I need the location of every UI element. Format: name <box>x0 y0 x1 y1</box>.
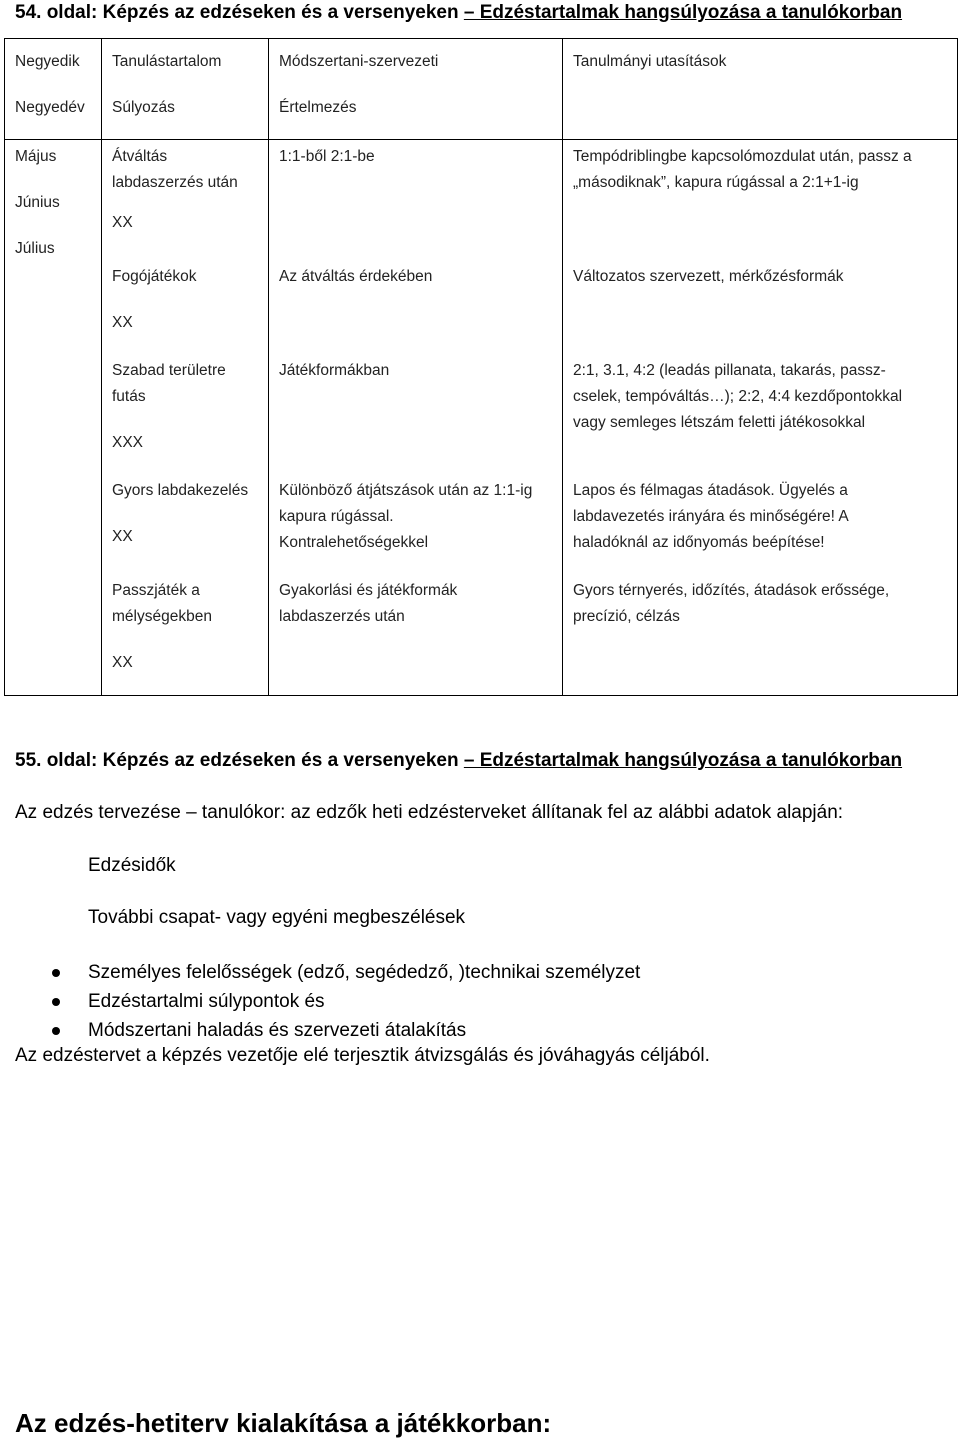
method-text: labdaszerzés után <box>279 608 405 625</box>
table-body-row <box>5 140 958 696</box>
method-text: Különböző átjátszások után az 1:1-ig <box>279 482 533 499</box>
instructions-block <box>573 144 947 264</box>
header-cell-method <box>269 39 563 140</box>
plain-item: További csapat- vagy egyéni megbeszélések <box>88 907 466 928</box>
instructions-text: Lapos és félmagas átadások. Ügyelés a <box>573 482 848 499</box>
month-label: Május <box>15 148 57 165</box>
instructions-text: cselek, tempóváltás…); 2:2, 4:4 kezdőpontokkal <box>573 388 903 405</box>
heading-lead: 54. oldal: Képzés az edzéseken és a versenyeken <box>15 2 464 23</box>
section-heading-54 <box>15 2 902 24</box>
instructions-text: haladóknál az időnyomás beépítése! <box>573 534 825 551</box>
heading-underlined: – Edzéstartalmak hangsúlyozása a tanulókorban <box>463 2 903 23</box>
content-text: labdaszerzés után <box>112 174 238 191</box>
instructions-text: vagy semleges létszám feletti játékosokkal <box>573 414 866 431</box>
intro-paragraph: Az edzés tervezése – tanulókor: az edzők heti edzésterveket állítanak fel az alábbi adatok alapján: <box>15 802 844 823</box>
header-text: Negyedik <box>15 53 80 70</box>
closing-paragraph: Az edzéstervet a képzés vezetője elé terjesztik átvizsgálás és jóváhagyás céljából. <box>15 1045 710 1066</box>
content-text: mélységekben <box>112 608 212 625</box>
content-text: futás <box>112 388 146 405</box>
method-text: Az átváltás érdekében <box>279 268 433 285</box>
method-block <box>279 358 552 478</box>
bullet-dot-icon <box>52 969 60 977</box>
list-item <box>15 958 640 987</box>
instructions-text: 2:1, 3.1, 4:2 (leadás pillanata, takarás, passz- <box>573 362 886 379</box>
content-cell <box>102 140 269 696</box>
final-heading: Az edzés-hetiterv kialakítása a játékkorban: <box>15 1408 552 1438</box>
header-cell-content <box>102 39 269 140</box>
weight-text: XX <box>112 654 133 671</box>
bullet-list <box>15 958 640 1045</box>
month-label: Június <box>15 194 60 211</box>
list-item <box>15 987 640 1016</box>
content-text: Átváltás <box>112 148 168 165</box>
months-cell <box>5 140 102 696</box>
weight-text: XX <box>112 214 133 231</box>
weight-text: XX <box>112 528 133 545</box>
header-text: Tanulmányi utasítások <box>573 53 727 70</box>
content-text: Szabad területre <box>112 362 226 379</box>
instructions-block <box>573 358 947 478</box>
content-block <box>112 578 258 676</box>
instructions-text: Tempódriblingbe kapcsolómozdulat után, passz a <box>573 148 912 165</box>
instructions-text: Változatos szervezett, mérkőzésformák <box>573 268 844 285</box>
instructions-block <box>573 478 947 578</box>
content-text: Fogójátékok <box>112 268 197 285</box>
header-text: Tanulástartalom <box>112 53 222 70</box>
header-text: Súlyozás <box>112 99 175 116</box>
month-label: Július <box>15 240 55 257</box>
instructions-block <box>573 578 947 630</box>
table-header-row <box>5 39 958 140</box>
method-text: kapura rúgással. <box>279 508 394 525</box>
content-block <box>112 478 258 578</box>
header-cell-instructions <box>563 39 958 140</box>
instructions-text: precízió, célzás <box>573 608 680 625</box>
content-text: Passzjáték a <box>112 582 200 599</box>
header-text: Negyedév <box>15 99 85 116</box>
method-text: Játékformákban <box>279 362 390 379</box>
method-cell <box>269 140 563 696</box>
content-text: Gyors labdakezelés <box>112 482 249 499</box>
method-text: Kontralehetőségekkel <box>279 534 429 551</box>
instructions-text: Gyors térnyerés, időzítés, átadások erőssége, <box>573 582 890 599</box>
method-text: 1:1-ből 2:1-be <box>279 148 375 165</box>
heading-underlined: – Edzéstartalmak hangsúlyozása a tanulókorban <box>463 750 903 771</box>
method-block <box>279 264 552 358</box>
bullet-text: Személyes felelősségek (edző, segédedző, )technikai személyzet <box>88 962 641 983</box>
weight-text: XXX <box>112 434 144 451</box>
instructions-block <box>573 264 947 358</box>
content-block <box>112 264 258 358</box>
instructions-text: „másodiknak”, kapura rúgással a 2:1+1-ig <box>573 174 859 191</box>
method-block <box>279 478 552 578</box>
header-cell-quarter <box>5 39 102 140</box>
instructions-cell <box>563 140 958 696</box>
content-block <box>112 144 258 264</box>
bullet-dot-icon <box>52 998 60 1006</box>
training-plan-table <box>4 38 958 696</box>
content-block <box>112 358 258 478</box>
method-text: Gyakorlási és játékformák <box>279 582 458 599</box>
weight-text: XX <box>112 314 133 331</box>
method-block <box>279 144 552 264</box>
section-heading-55 <box>15 750 902 772</box>
header-text: Módszertani-szervezeti <box>279 53 439 70</box>
heading-lead: 55. oldal: Képzés az edzéseken és a versenyeken <box>15 750 464 771</box>
bullet-dot-icon <box>52 1027 60 1035</box>
method-block <box>279 578 552 630</box>
bullet-text: Módszertani haladás és szervezeti átalakítás <box>88 1020 467 1041</box>
bullet-text: Edzéstartalmi súlypontok és <box>88 991 325 1012</box>
header-text: Értelmezés <box>279 99 357 116</box>
plain-item: Edzésidők <box>88 855 176 876</box>
instructions-text: labdavezetés irányára és minőségére! A <box>573 508 849 525</box>
list-item <box>15 1016 640 1045</box>
